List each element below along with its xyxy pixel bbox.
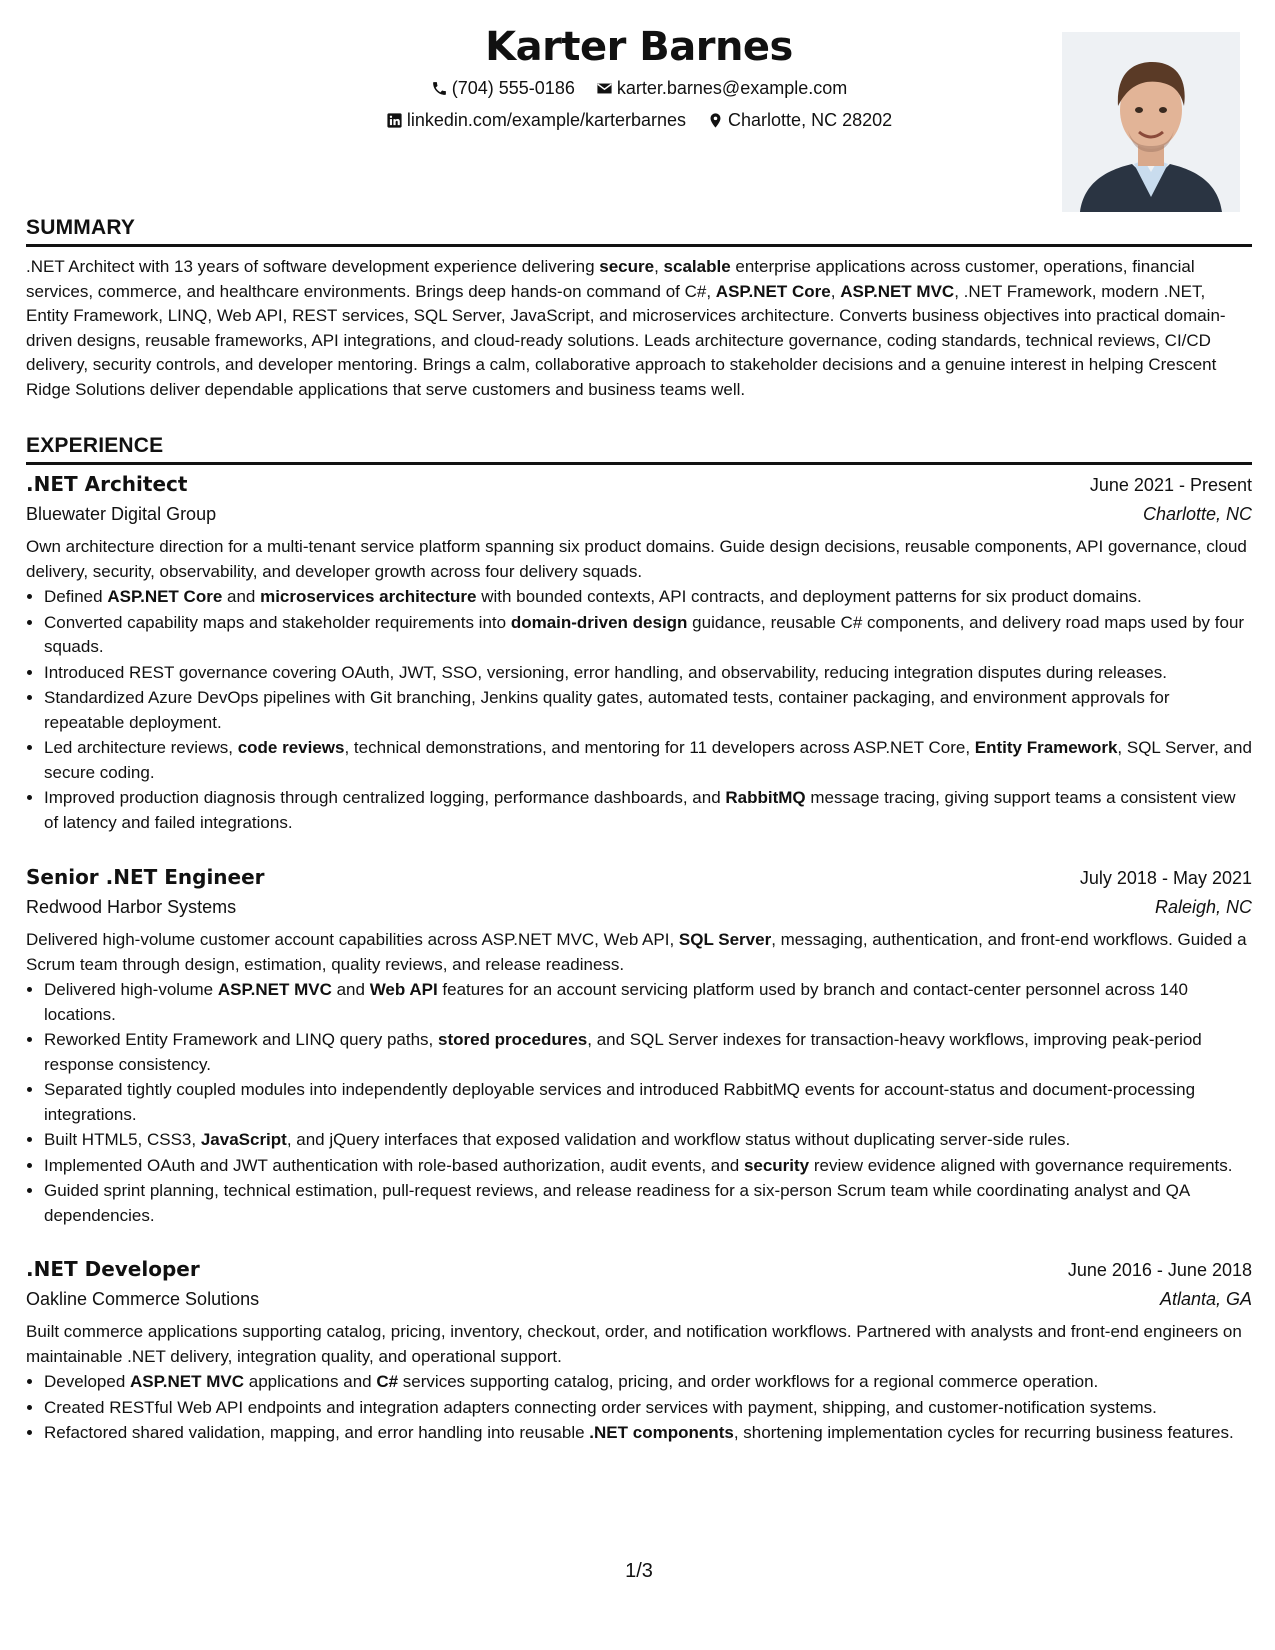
bullet-item — [44, 1028, 1252, 1077]
summary-text — [26, 255, 1252, 402]
job-dates: June 2021 - Present — [1089, 475, 1252, 495]
resume-header — [26, 20, 1252, 220]
text-segment: Reworked Entity Framework and LINQ query paths, — [44, 1030, 438, 1049]
bullet-item — [44, 1421, 1252, 1446]
bold-keyword: SQL Server — [678, 930, 772, 949]
bullet-item — [44, 611, 1252, 660]
job-bullets — [26, 1370, 1252, 1446]
job-company: Bluewater Digital Group — [26, 504, 217, 524]
bullet-item — [44, 686, 1252, 735]
phone-text: (704) 555-0186 — [451, 78, 575, 98]
bold-keyword: ASP.NET MVC — [217, 980, 332, 999]
job-title: Senior .NET Engineer — [26, 865, 265, 889]
bullet-item — [44, 978, 1252, 1027]
text-segment: , messaging, authentication, and front-end workflows. Guided a Scrum team through design, estimation, quality reviews, and release readiness. — [26, 930, 1247, 974]
page-number: 1/3 — [625, 1560, 653, 1582]
contact-linkedin[interactable] — [386, 110, 686, 131]
job-description: Built commerce applications supporting catalog, pricing, inventory, checkout, order, and notification workflows. Partnered with analysts and front-end engineers on maintainable .NET delivery, integration quality, and operational support. — [26, 1322, 1242, 1366]
bold-keyword: ASP.NET MVC — [840, 281, 955, 301]
text-segment: , SQL Server, and secure coding. — [44, 738, 1252, 782]
text-segment: Implemented OAuth and JWT authentication with role-based authorization, audit events, and — [44, 1155, 744, 1175]
text-segment: Converted capability maps and stakeholder requirements into — [44, 612, 511, 632]
bullet-item — [44, 786, 1252, 835]
text-segment: message tracing, giving support teams a consistent view of latency and failed integrations. — [44, 788, 1236, 832]
bold-keyword: JavaScript — [200, 1130, 287, 1149]
job-company: Oakline Commerce Solutions — [26, 1289, 260, 1309]
job-entry — [26, 865, 1252, 1228]
profile-photo — [1062, 32, 1240, 212]
job-location: Charlotte, NC — [1142, 504, 1252, 524]
text-segment: , — [830, 281, 841, 301]
bullet-item — [44, 736, 1252, 785]
text-segment: , and jQuery interfaces that exposed validation and workflow status without duplicating server-side rules. — [286, 1130, 1071, 1149]
experience-section — [26, 434, 1252, 465]
text-segment: features for an account servicing platform used by branch and contact-center personnel across 140 locations. — [44, 980, 1189, 1024]
bold-keyword: microservices architecture — [260, 587, 477, 606]
text-segment: services supporting catalog, pricing, and order workflows for a regional commerce operation. — [398, 1372, 1099, 1391]
job-title: .NET Architect — [26, 472, 188, 496]
text-segment: with bounded contexts, API contracts, and deployment patterns for six product domains. — [476, 587, 1142, 606]
contact-email[interactable] — [596, 78, 847, 99]
job-bullets — [26, 585, 1252, 835]
text-segment: Separated tightly coupled modules into independently deployable services and introduced RabbitMQ events for account-status and document-processing integrations. — [44, 1080, 1196, 1124]
job-entry — [26, 1257, 1252, 1446]
bold-keyword: C# — [376, 1372, 399, 1391]
text-segment: Created RESTful Web API endpoints and integration adapters connecting order services with payment, shipping, and customer-notification systems. — [44, 1397, 1157, 1417]
email-text: karter.barnes@example.com — [616, 78, 848, 98]
bullet-item — [44, 1179, 1252, 1228]
summary-heading: SUMMARY — [26, 216, 1252, 247]
experience-heading: EXPERIENCE — [26, 434, 1252, 465]
text-segment: , — [654, 257, 664, 276]
text-segment: , technical demonstrations, and mentoring for 11 developers across ASP.NET Core, — [344, 738, 975, 757]
contact-location — [707, 110, 892, 131]
bold-keyword: scalable — [663, 257, 731, 276]
text-segment: applications and — [244, 1372, 377, 1391]
text-segment: Delivered high-volume customer account capabilities across ASP.NET MVC, Web API, — [26, 930, 679, 949]
text-segment: Delivered high-volume — [44, 980, 218, 999]
text-segment: Built HTML5, CSS3, — [44, 1130, 201, 1149]
text-segment: review evidence aligned with governance requirements. — [809, 1155, 1233, 1175]
contact-phone — [431, 78, 575, 99]
text-segment: Guided sprint planning, technical estimation, pull-request reviews, and release readiness for a six-person Scrum team while coordinating analyst and QA dependencies. — [44, 1181, 1190, 1225]
text-segment: .NET Architect with 13 years of software development experience delivering — [26, 257, 600, 276]
text-segment: , and SQL Server indexes for transaction-heavy workflows, improving peak-period response consistency. — [44, 1030, 1202, 1074]
text-segment: , shortening implementation cycles for recurring business features. — [733, 1423, 1234, 1442]
linkedin-text: linkedin.com/example/karterbarnes — [406, 110, 687, 130]
text-segment: Standardized Azure DevOps pipelines with Git branching, Jenkins quality gates, automated tests, container packaging, and environment approvals for repeatable deployment. — [44, 688, 1170, 732]
text-segment: guidance, reusable C# components, and delivery road maps used by four squads. — [44, 612, 1245, 656]
bold-keyword: code reviews — [237, 738, 345, 757]
job-description — [26, 928, 1252, 977]
summary-section — [26, 216, 1252, 402]
resume-page — [26, 0, 1252, 1650]
bullet-item — [44, 1370, 1252, 1395]
bullet-item — [44, 585, 1252, 610]
bold-keyword: Entity Framework — [974, 738, 1118, 757]
bold-keyword: ASP.NET Core — [107, 587, 223, 606]
candidate-name: Karter Barnes — [485, 24, 793, 70]
job-description: Own architecture direction for a multi-tenant service platform spanning six product domains. Guide design decisions, reusable components, API governance, cloud delivery, security, observability, and developer growth across four delivery squads. — [26, 537, 1247, 581]
job-bullets — [26, 978, 1252, 1228]
linkedin-icon — [386, 112, 403, 129]
text-segment: and — [222, 587, 261, 606]
text-segment: and — [331, 980, 370, 999]
job-location: Raleigh, NC — [1154, 897, 1252, 917]
bullet-item — [44, 1078, 1252, 1127]
bold-keyword: domain-driven design — [510, 612, 688, 632]
job-dates: June 2016 - June 2018 — [1067, 1260, 1252, 1280]
job-entry — [26, 472, 1252, 835]
bold-keyword: ASP.NET Core — [715, 281, 831, 301]
bold-keyword: Web API — [369, 980, 438, 999]
text-segment: Introduced REST governance covering OAuth, JWT, SSO, versioning, error handling, and observability, reducing integration disputes during releases. — [44, 662, 1167, 682]
text-segment: Improved production diagnosis through centralized logging, performance dashboards, and — [44, 788, 726, 807]
bold-keyword: security — [743, 1155, 810, 1175]
location-text: Charlotte, NC 28202 — [728, 110, 893, 130]
text-segment: , .NET Framework, modern .NET, Entity Framework, LINQ, Web API, REST services, SQL Server, JavaScript, and microservices architecture. Converts business objectives into practical domain-driven designs, reusable frameworks, API integrations, and cloud-ready solutions. Leads architecture governance, coding standards, technical reviews, CI/CD delivery, security controls, and developer mentoring. Brings a calm, collaborative approach to stakeholder decisions and a genuine interest in helping Crescent Ridge Solutions deliver dependable applications that serve customers and business teams well. — [26, 281, 1226, 399]
job-location: Atlanta, GA — [1159, 1289, 1252, 1309]
envelope-icon — [596, 80, 613, 97]
bold-keyword: ASP.NET MVC — [130, 1372, 245, 1391]
bold-keyword: .NET components — [589, 1423, 734, 1442]
text-segment: Defined — [44, 587, 108, 606]
job-dates: July 2018 - May 2021 — [1079, 868, 1252, 888]
text-segment: Developed — [44, 1372, 131, 1391]
map-pin-icon — [707, 112, 724, 129]
bullet-item — [44, 661, 1252, 686]
text-segment: enterprise applications across customer, operations, financial services, commerce, and healthcare environments. Brings deep hands-on command of C#, — [26, 257, 1195, 301]
bold-keyword: RabbitMQ — [725, 788, 806, 807]
job-company: Redwood Harbor Systems — [26, 897, 237, 917]
text-segment: Refactored shared validation, mapping, and error handling into reusable — [44, 1423, 590, 1442]
job-title: .NET Developer — [26, 1257, 200, 1281]
bullet-item — [44, 1396, 1252, 1421]
bullet-item — [44, 1128, 1252, 1153]
text-segment: Led architecture reviews, — [44, 738, 238, 757]
bold-keyword: stored procedures — [438, 1030, 588, 1049]
bold-keyword: secure — [599, 257, 655, 276]
bullet-item — [44, 1154, 1252, 1179]
phone-icon — [431, 80, 448, 97]
